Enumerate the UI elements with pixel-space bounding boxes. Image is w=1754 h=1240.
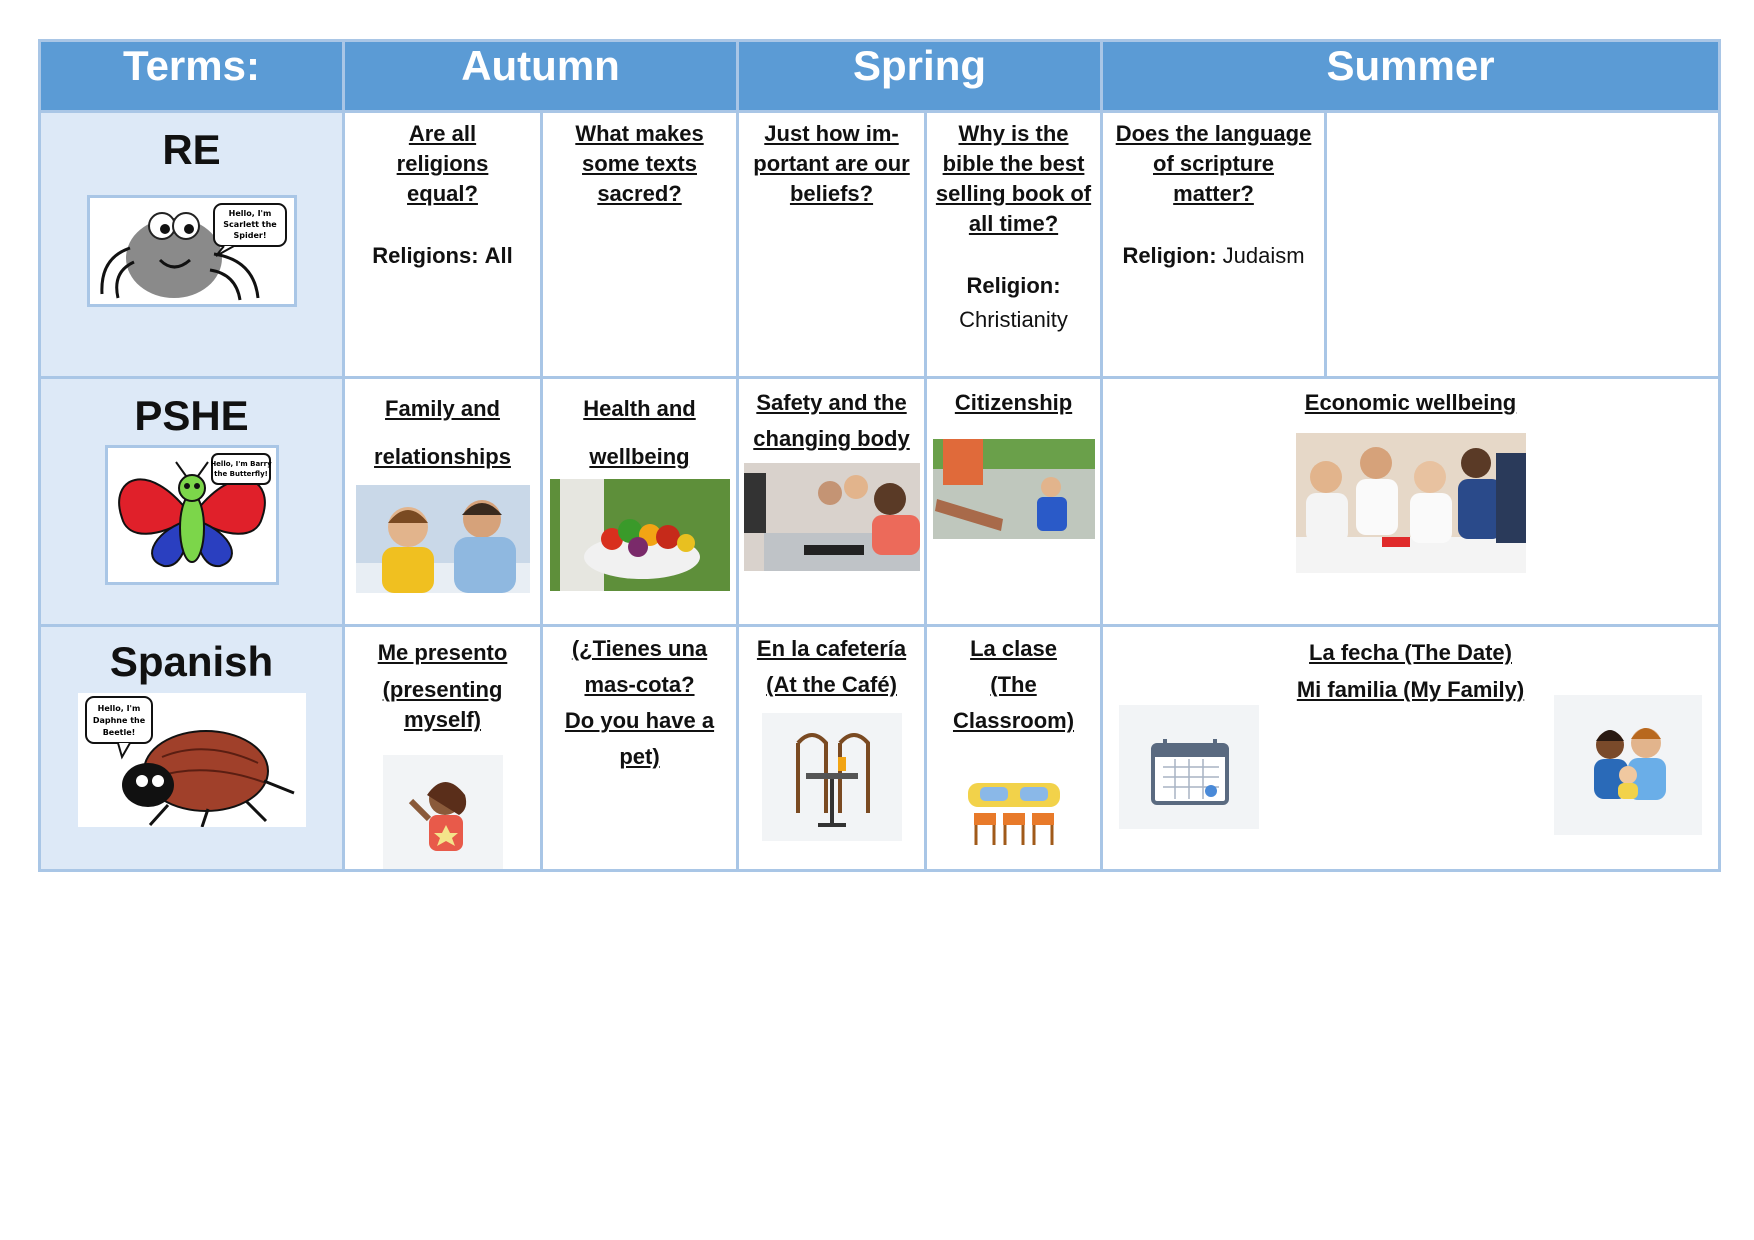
classroom-icon <box>966 779 1062 849</box>
playground-photo <box>933 439 1095 539</box>
religion-label: Religions: <box>372 243 479 268</box>
spanish-row <box>40 626 1720 871</box>
spanish-unit-5-line1: La fecha (The Date) <box>1309 640 1512 665</box>
pshe-row <box>40 378 1720 626</box>
terms-header: Terms: <box>40 41 344 112</box>
curriculum-overview <box>38 39 1718 872</box>
re-unit-4 <box>926 112 1102 378</box>
svg-text:Hello, I'm: Hello, I'm <box>97 704 140 713</box>
calendar-icon <box>1119 705 1259 829</box>
re-unit-1-title: Are all religions equal? <box>396 121 489 206</box>
spanish-unit-5-line2: Mi familia (My Family) <box>1296 677 1525 702</box>
family-icon <box>1554 695 1702 835</box>
spanish-unit-5 <box>1102 626 1720 871</box>
svg-text:Daphne the: Daphne the <box>92 716 145 725</box>
term-spring: Spring <box>738 41 1102 112</box>
group-work-photo <box>1296 433 1526 573</box>
pshe-unit-2-line2: wellbeing <box>589 444 690 469</box>
girl-waving-icon <box>383 755 503 869</box>
re-unit-3-title: Just how im-portant are our beliefs? <box>753 121 910 206</box>
re-subject-cell <box>40 112 344 378</box>
re-unit-4-religion <box>927 269 1100 337</box>
vegetables-photo <box>550 479 730 591</box>
pshe-unit-3 <box>738 378 926 626</box>
pshe-unit-1-line1: Family and <box>385 396 500 421</box>
spanish-unit-2 <box>542 626 738 871</box>
re-unit-5-title: Does the language of scripture matter? <box>1115 121 1312 206</box>
pshe-unit-4-line1: Citizenship <box>954 390 1073 415</box>
curriculum-table <box>38 39 1721 872</box>
butterfly-mascot-image <box>105 445 279 585</box>
re-unit-1-religion <box>345 239 540 273</box>
re-unit-1 <box>344 112 542 378</box>
svg-text:the Butterfly!: the Butterfly! <box>213 470 268 478</box>
pshe-unit-1 <box>344 378 542 626</box>
religion-value: All <box>484 243 513 268</box>
svg-text:Spider!: Spider! <box>233 231 266 240</box>
spanish-unit-1 <box>344 626 542 871</box>
svg-text:Hello, I'm: Hello, I'm <box>228 209 271 218</box>
spanish-unit-1-line2: (presenting myself) <box>382 677 503 732</box>
family-photo <box>356 485 530 593</box>
spanish-unit-3-line1: En la cafetería (At the Café) <box>756 636 907 697</box>
re-row <box>40 112 1720 378</box>
pshe-unit-3-line2: changing body <box>753 426 910 451</box>
header-row <box>40 41 1720 112</box>
pshe-unit-2-line1: Health and <box>583 396 696 421</box>
pshe-unit-4 <box>926 378 1102 626</box>
re-unit-2-title: What makes some texts sacred? <box>575 121 704 206</box>
re-subject-title: RE <box>162 126 221 173</box>
classroom-computers-photo <box>744 463 920 571</box>
svg-text:Hello, I'm Barry: Hello, I'm Barry <box>209 460 272 468</box>
re-unit-3 <box>738 112 926 378</box>
spanish-unit-3 <box>738 626 926 871</box>
pshe-subject-cell <box>40 378 344 626</box>
religion-value: Christianity <box>959 307 1068 332</box>
pshe-unit-3-line1: Safety and the <box>756 390 907 415</box>
spanish-unit-1-line1: Me presento <box>377 640 508 665</box>
re-unit-empty <box>1326 112 1720 378</box>
term-summer: Summer <box>1102 41 1720 112</box>
beetle-mascot-image <box>78 693 306 827</box>
term-autumn: Autumn <box>344 41 738 112</box>
spanish-unit-4-line1: La clase (The Classroom) <box>952 636 1075 733</box>
spanish-unit-4 <box>926 626 1102 871</box>
re-unit-5-religion <box>1103 239 1324 273</box>
re-unit-2 <box>542 112 738 378</box>
spanish-subject-cell <box>40 626 344 871</box>
spanish-subject-title: Spanish <box>109 638 274 685</box>
religion-value: Judaism <box>1222 243 1305 268</box>
svg-text:Beetle!: Beetle! <box>102 728 135 737</box>
religion-label: Religion: <box>966 273 1061 298</box>
pshe-unit-2 <box>542 378 738 626</box>
spanish-unit-2-line2: Do you have a pet) <box>564 708 715 769</box>
spanish-unit-2-line1: (¿Tienes una mas-cota? <box>571 636 708 697</box>
pshe-unit-5-line1: Economic wellbeing <box>1304 390 1517 415</box>
svg-text:Scarlett the: Scarlett the <box>222 220 277 229</box>
re-unit-5 <box>1102 112 1326 378</box>
cafe-table-icon <box>762 713 902 841</box>
spider-mascot-image <box>87 195 297 307</box>
pshe-unit-5 <box>1102 378 1720 626</box>
religion-label: Religion: <box>1122 243 1217 268</box>
pshe-subject-title: PSHE <box>134 392 249 439</box>
re-unit-4-title: Why is the bible the best selling book of all time? <box>935 121 1092 236</box>
pshe-unit-1-line2: relationships <box>374 444 511 469</box>
